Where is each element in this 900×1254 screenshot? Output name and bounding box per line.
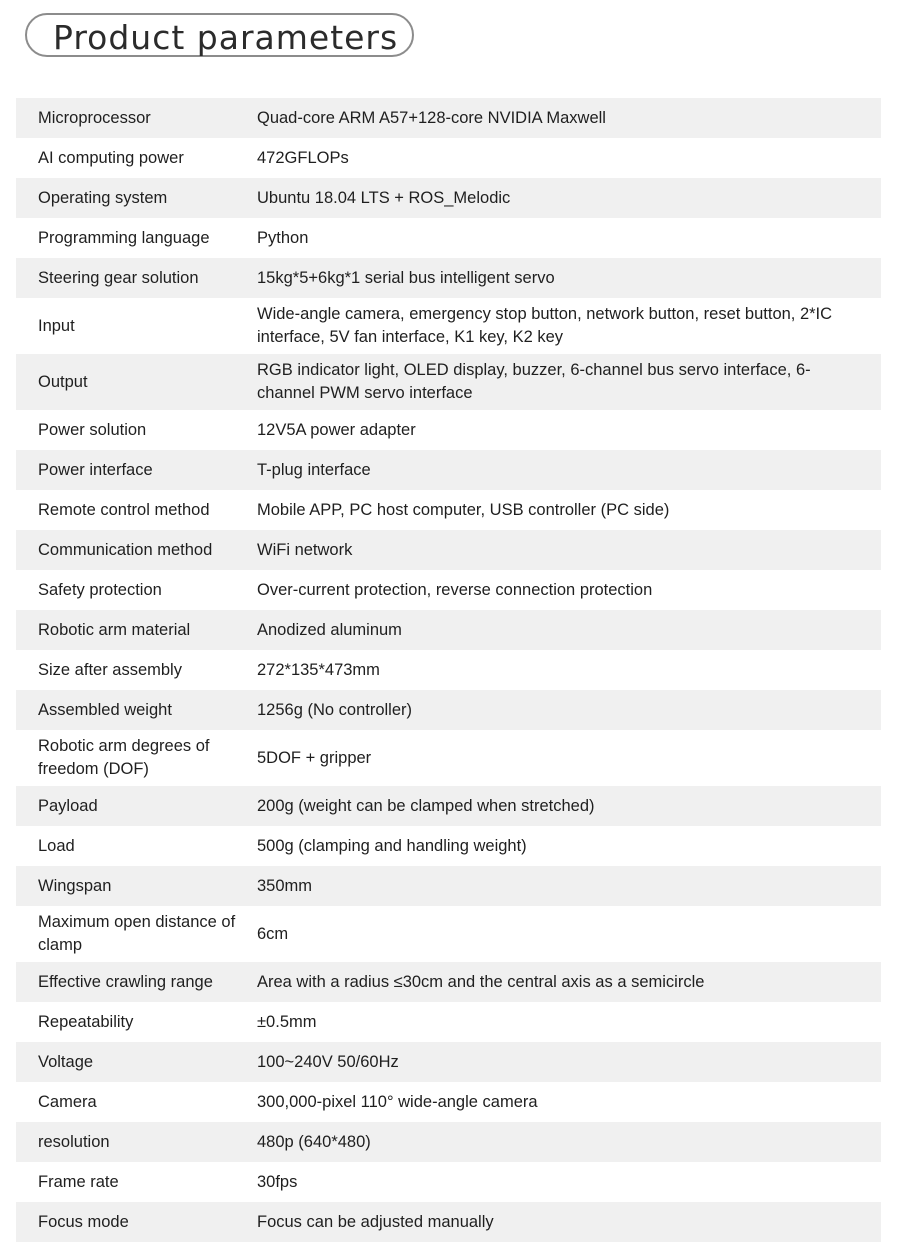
page-title: Product parameters xyxy=(53,17,399,57)
table-row xyxy=(16,138,881,178)
table-row xyxy=(16,298,881,354)
table-row xyxy=(16,906,881,962)
title-pill xyxy=(25,13,414,57)
table-row xyxy=(16,530,881,570)
param-label: Programming language xyxy=(38,228,210,247)
param-label: Robotic arm degrees of freedom (DOF) xyxy=(38,737,210,778)
param-value: Over-current protection, reverse connection protection xyxy=(257,580,653,599)
table-row xyxy=(16,650,881,690)
param-value: 272*135*473mm xyxy=(257,660,380,679)
table-row xyxy=(16,354,881,410)
table-row xyxy=(16,1082,881,1122)
param-value: 30fps xyxy=(257,1172,298,1191)
param-label: Assembled weight xyxy=(38,700,172,719)
param-value: 12V5A power adapter xyxy=(257,420,416,439)
param-value: Python xyxy=(257,228,309,247)
param-label: Safety protection xyxy=(38,580,162,599)
param-value: Focus can be adjusted manually xyxy=(257,1212,494,1231)
table-row xyxy=(16,730,881,786)
param-value: ±0.5mm xyxy=(257,1012,317,1031)
param-label: resolution xyxy=(38,1132,110,1151)
table-row xyxy=(16,490,881,530)
param-value: Mobile APP, PC host computer, USB controller (PC side) xyxy=(257,500,670,519)
param-value: Anodized aluminum xyxy=(257,620,402,639)
table-row xyxy=(16,826,881,866)
table-row xyxy=(16,690,881,730)
table-row xyxy=(16,98,881,138)
param-value: 472GFLOPs xyxy=(257,148,349,167)
table-row xyxy=(16,1202,881,1242)
param-label: Repeatability xyxy=(38,1012,134,1031)
table-row xyxy=(16,610,881,650)
table-row xyxy=(16,410,881,450)
param-label: Power solution xyxy=(38,420,147,439)
param-label: Power interface xyxy=(38,460,153,479)
param-label: Microprocessor xyxy=(38,108,151,127)
param-value: Ubuntu 18.04 LTS + ROS_Melodic xyxy=(257,188,511,207)
param-label: Communication method xyxy=(38,540,213,559)
table-row xyxy=(16,866,881,906)
param-label: Voltage xyxy=(38,1052,94,1071)
param-value: 500g (clamping and handling weight) xyxy=(257,836,527,855)
param-label: Wingspan xyxy=(38,876,112,895)
param-value: 1256g (No controller) xyxy=(257,700,412,719)
param-value: Area with a radius ≤30cm and the central axis as a semicircle xyxy=(257,972,705,991)
param-value: 5DOF + gripper xyxy=(257,748,372,767)
parameters-table xyxy=(16,98,881,1242)
param-value: RGB indicator light, OLED display, buzzer, 6-channel bus servo interface, 6-channel PWM servo interface xyxy=(257,361,811,402)
param-label: Effective crawling range xyxy=(38,972,213,991)
param-value: 100~240V 50/60Hz xyxy=(257,1052,399,1071)
param-label: Output xyxy=(38,372,88,391)
param-label: Payload xyxy=(38,796,98,815)
table-row xyxy=(16,218,881,258)
table-row xyxy=(16,1162,881,1202)
param-label: Remote control method xyxy=(38,500,210,519)
param-label: Operating system xyxy=(38,188,168,207)
param-label: Robotic arm material xyxy=(38,620,191,639)
table-row xyxy=(16,1042,881,1082)
table-row xyxy=(16,1122,881,1162)
param-value: WiFi network xyxy=(257,540,353,559)
param-label: Input xyxy=(38,316,75,335)
param-label: Focus mode xyxy=(38,1212,129,1231)
param-value: Quad-core ARM A57+128-core NVIDIA Maxwell xyxy=(257,108,606,127)
param-label: AI computing power xyxy=(38,148,184,167)
table-row xyxy=(16,962,881,1002)
param-label: Frame rate xyxy=(38,1172,119,1191)
param-value: 350mm xyxy=(257,876,313,895)
param-value: T-plug interface xyxy=(257,460,371,479)
param-label: Maximum open distance of clamp xyxy=(38,913,236,954)
param-value: 300,000-pixel 110° wide-angle camera xyxy=(257,1092,538,1111)
param-value: 480p (640*480) xyxy=(257,1132,371,1151)
param-value: Wide-angle camera, emergency stop button, network button, reset button, 2*IC interface, 5V fan interface, K1 key, K2 key xyxy=(257,305,833,346)
table-row xyxy=(16,786,881,826)
table-row xyxy=(16,258,881,298)
table-row xyxy=(16,178,881,218)
table-row xyxy=(16,1002,881,1042)
table-row xyxy=(16,570,881,610)
param-label: Camera xyxy=(38,1092,97,1111)
param-value: 6cm xyxy=(257,924,289,943)
table-row xyxy=(16,450,881,490)
param-value: 15kg*5+6kg*1 serial bus intelligent servo xyxy=(257,268,555,287)
param-label: Size after assembly xyxy=(38,660,182,679)
param-label: Steering gear solution xyxy=(38,268,199,287)
param-label: Load xyxy=(38,836,75,855)
param-value: 200g (weight can be clamped when stretched) xyxy=(257,796,595,815)
